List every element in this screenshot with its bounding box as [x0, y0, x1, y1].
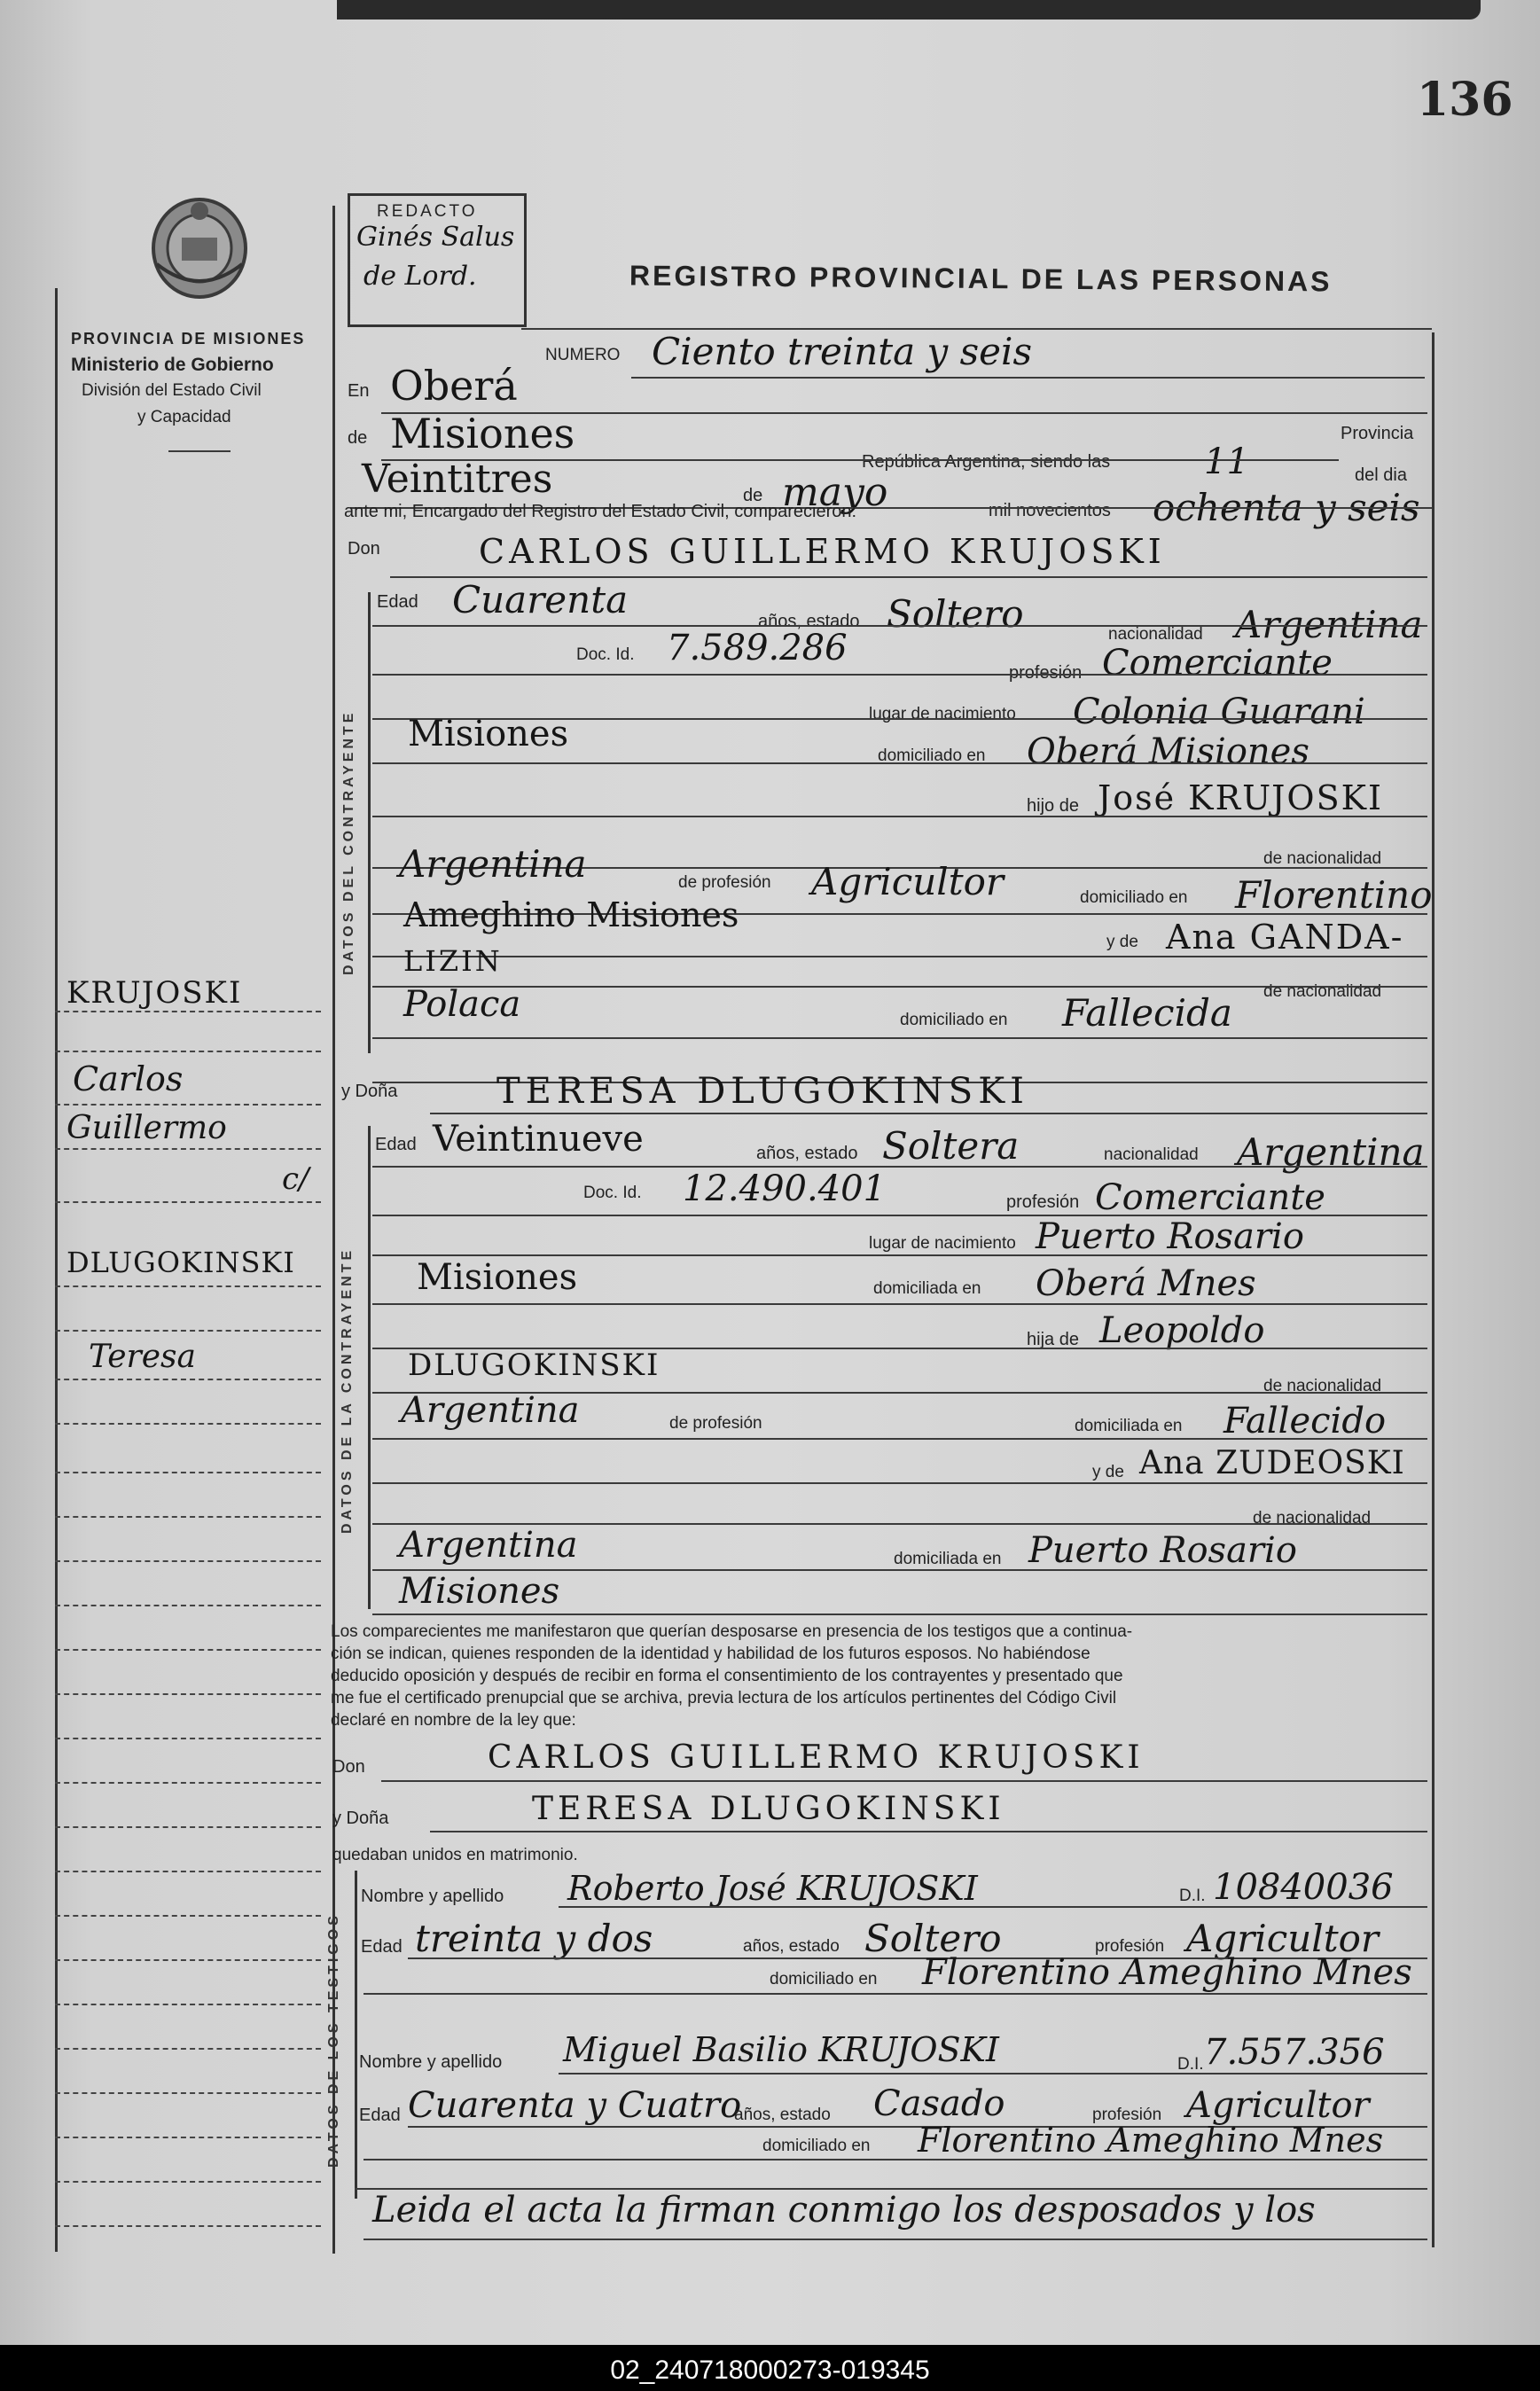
- bride-mother-nationality: Argentina: [399, 1525, 578, 1566]
- w1-nombre-line: [559, 1906, 1427, 1908]
- decl-don-label: Don: [332, 1757, 365, 1777]
- w1-profession: Agricultor: [1186, 1917, 1379, 1960]
- margin-line: [55, 2225, 321, 2227]
- bride-side-label: DATOS DE LA CONTRAYENTE: [340, 1246, 355, 1534]
- final-line: [364, 2239, 1427, 2240]
- margin-line: [55, 1649, 321, 1651]
- domiciliado-en-label: domiciliado en: [1080, 888, 1188, 907]
- margin-line: [55, 1738, 321, 1739]
- w1-anos-label: años, estado: [743, 1937, 840, 1956]
- declaration-line-4: me fue el certificado prenupcial que se archiva, previa lectura de los artículos pertinentes del Código Civil: [331, 1689, 1117, 1707]
- w1-address: Florentino Ameghino Mnes: [922, 1952, 1412, 1993]
- lugar-label: lugar de nacimiento: [869, 705, 1016, 723]
- domicilio-line: [372, 762, 1427, 764]
- mother-dom-label: domiciliado en: [900, 1011, 1008, 1029]
- margin-line: [55, 1472, 321, 1473]
- y-de-label: y de: [1106, 933, 1138, 951]
- province-value: Misiones: [390, 410, 575, 457]
- margin-surname-1: KRUJOSKI: [66, 975, 243, 1011]
- dona-label: y Doña: [341, 1082, 398, 1101]
- decl-don-line: [381, 1780, 1427, 1782]
- bride-mother-address: Puerto Rosario: [1028, 1530, 1297, 1571]
- margin-line: [55, 2004, 321, 2005]
- bride-birthplace-province: Misiones: [417, 1257, 578, 1298]
- de-profesion-label: de profesión: [678, 873, 771, 892]
- groom-mother-1: Ana GANDA-: [1166, 918, 1404, 957]
- de-nacionalidad-label: de nacionalidad: [1263, 849, 1382, 868]
- margin-line: [55, 1516, 321, 1518]
- bride-de-nacionalidad-label: de nacionalidad: [1263, 1377, 1382, 1395]
- don-label: Don: [348, 539, 380, 559]
- bride-lugar-label: lugar de nacimiento: [869, 1234, 1016, 1253]
- bride-age: Veintinueve: [433, 1119, 644, 1160]
- w1-dom-line: [364, 1993, 1427, 1995]
- w2-di-label: D.I.: [1177, 2055, 1204, 2074]
- bride-doc-number: 12.490.401: [683, 1168, 887, 1209]
- document-title: REGISTRO PROVINCIAL DE LAS PERSONAS: [629, 259, 1333, 298]
- w2-nombre-label: Nombre y apellido: [359, 2052, 503, 2072]
- groom-birthplace-province: Misiones: [408, 714, 569, 754]
- w1-dom-label: domiciliado en: [770, 1970, 878, 1989]
- city-value: Oberá: [390, 362, 518, 410]
- w1-di-label: D.I.: [1179, 1887, 1206, 1905]
- anos-label: años, estado: [758, 612, 860, 631]
- republica-text: República Argentina, siendo las: [862, 452, 1111, 472]
- bride-de-nacionalidad-label-2: de nacionalidad: [1253, 1509, 1372, 1528]
- mother-dom-line: [372, 1037, 1427, 1039]
- bride-mother-address-2: Misiones: [399, 1571, 560, 1612]
- bride-civil-status: Soltera: [882, 1124, 1020, 1168]
- margin-given-1a: Carlos: [73, 1059, 184, 1098]
- declaration-line-5: declaré en nombre de la ley que:: [331, 1711, 576, 1730]
- provincia-label: Provincia: [1341, 424, 1414, 443]
- bride-domicilio-label: domiciliada en: [873, 1279, 981, 1298]
- mother-line: [372, 956, 1427, 957]
- hijo-label: hijo de: [1027, 796, 1079, 816]
- bride-father-1: Leopoldo: [1099, 1310, 1265, 1351]
- groom-birthplace: Colonia Guarani: [1073, 692, 1365, 732]
- binding-edge: [337, 0, 1481, 20]
- doc-label: Doc. Id.: [576, 645, 635, 664]
- page-number: 136: [1417, 73, 1513, 127]
- bride-doc-label: Doc. Id.: [583, 1184, 642, 1202]
- groom-doc-number: 7.589.286: [667, 628, 848, 668]
- ante-text: ante mi, Encargado del Registro del Estado Civil, comparecieron:: [344, 502, 857, 521]
- margin-line: [55, 1826, 321, 1828]
- de-label: de: [348, 428, 368, 448]
- hija-label: hija de: [1027, 1330, 1079, 1349]
- witness-side-label: DATOS DE LOS TESTIGOS: [326, 1912, 341, 2168]
- margin-line: [55, 1051, 321, 1052]
- ministry-label: Ministerio de Gobierno: [71, 355, 274, 375]
- nacionalidad-label: nacionalidad: [1108, 625, 1203, 644]
- edad-label: Edad: [377, 592, 418, 612]
- margin-given-2: Teresa: [89, 1339, 196, 1375]
- decl-bride-name: TERESA DLUGOKINSKI: [532, 1791, 1005, 1827]
- bride-edad-line: [372, 1166, 1427, 1168]
- groom-nationality: Argentina: [1235, 603, 1423, 646]
- main-frame-right: [1432, 332, 1434, 2247]
- bride-lugar-line: [372, 1254, 1427, 1256]
- en-label: En: [348, 381, 370, 401]
- w2-address: Florentino Ameghino Mnes: [918, 2121, 1384, 2160]
- margin-line: [55, 1330, 321, 1332]
- margin-line: [55, 1871, 321, 1872]
- margin-line: [55, 1201, 321, 1203]
- closing-statement: Leida el acta la firman conmigo los desposados y los: [372, 2190, 1316, 2231]
- groom-civil-status: Soltero: [887, 592, 1024, 636]
- decl-dona-label: y Doña: [332, 1809, 389, 1828]
- decl-groom-name: CARLOS GUILLERMO KRUJOSKI: [488, 1739, 1145, 1776]
- decl-dona-line: [430, 1831, 1427, 1832]
- groom-full-name: CARLOS GUILLERMO KRUJOSKI: [479, 532, 1166, 571]
- province-label: PROVINCIA DE MISIONES: [71, 330, 306, 348]
- numero-line: [631, 377, 1425, 379]
- margin-surname-2: DLUGOKINSKI: [66, 1246, 295, 1279]
- margin-line: [55, 1011, 321, 1012]
- numero-label: NUMERO: [545, 346, 621, 364]
- groom-father-address-2: Ameghino Misiones: [403, 895, 739, 934]
- bride-y-de-label: y de: [1092, 1463, 1124, 1481]
- division-label: División del Estado Civil: [82, 381, 262, 400]
- w2-edad-label: Edad: [359, 2106, 401, 2125]
- footer-bar: [0, 2345, 1540, 2391]
- division-underline: [168, 450, 231, 452]
- del-dia-label: del dia: [1355, 465, 1407, 485]
- decl-closing: quedaban unidos en matrimonio.: [332, 1846, 578, 1864]
- margin-line: [55, 1148, 321, 1150]
- doc-line: [372, 674, 1427, 676]
- w2-civil-status: Casado: [873, 2083, 1005, 2124]
- bride-father-prof-line: [372, 1438, 1427, 1440]
- groom-mother-address: Fallecida: [1062, 991, 1232, 1035]
- w2-anos-label: años, estado: [734, 2106, 831, 2124]
- w1-nombre-label: Nombre y apellido: [361, 1887, 504, 1906]
- bride-full-name: TERESA DLUGOKINSKI: [496, 1071, 1029, 1112]
- bride-anos-label: años, estado: [756, 1144, 858, 1163]
- bride-profesion-label: profesión: [1006, 1192, 1080, 1212]
- w1-civil-status: Soltero: [864, 1917, 1002, 1960]
- margin-line: [55, 2048, 321, 2050]
- margin-line: [55, 1782, 321, 1784]
- declaration-line-3: deducido oposición y después de recibir en forma el consentimiento de los contrayentes y presentado que: [331, 1667, 1123, 1685]
- redacto-signature-2: de Lord.: [364, 261, 477, 292]
- de-label-2: de: [743, 486, 763, 505]
- bride-nacionalidad-label: nacionalidad: [1104, 1145, 1199, 1164]
- groom-mother-nationality: Polaca: [403, 984, 521, 1025]
- margin-line: [55, 2137, 321, 2138]
- margin-line: [55, 1605, 321, 1606]
- w1-di: 10840036: [1213, 1867, 1394, 1908]
- witness-section-rule: [355, 1871, 357, 2199]
- profesion-label: profesión: [1009, 663, 1083, 683]
- margin-line: [55, 1560, 321, 1562]
- mil-label: mil novecientos: [989, 501, 1111, 520]
- margin-line: [55, 1693, 321, 1695]
- de-nacionalidad-label-2: de nacionalidad: [1263, 982, 1382, 1001]
- groom-father-nationality: Argentina: [399, 842, 587, 886]
- bride-address: Oberá Mnes: [1036, 1263, 1256, 1304]
- margin-line: [55, 1959, 321, 1961]
- groom-section-rule: [368, 592, 371, 1053]
- bride-mother-line: [372, 1482, 1427, 1484]
- groom-profession: Comerciante: [1102, 643, 1333, 684]
- w2-prof-label: profesión: [1092, 2106, 1162, 2124]
- groom-father-profession: Agricultor: [811, 860, 1004, 903]
- w1-name: Roberto José KRUJOSKI: [567, 1869, 978, 1908]
- margin-given-1b: Guillermo: [66, 1110, 227, 1146]
- bride-de-profesion-label: de profesión: [669, 1414, 762, 1433]
- month-value: mayo: [782, 470, 888, 515]
- bride-father-2: DLUGOKINSKI: [408, 1348, 661, 1383]
- w2-profession: Agricultor: [1186, 2085, 1370, 2126]
- w2-age: Cuarenta y Cuatro: [408, 2085, 742, 2126]
- bride-domiciliada-label: domiciliada en: [1075, 1417, 1183, 1435]
- declaration-line-1: Los comparecientes me manifestaron que querían desposarse en presencia de los testigos que a continua-: [331, 1622, 1133, 1641]
- bride-birthplace: Puerto Rosario: [1036, 1216, 1304, 1257]
- numero-value: Ciento treinta y seis: [652, 330, 1033, 373]
- groom-mother-2: LIZIN: [403, 944, 503, 978]
- bride-father-address: Fallecido: [1223, 1401, 1387, 1442]
- bride-mother: Ana ZUDEOSKI: [1139, 1445, 1405, 1481]
- redacto-signature: Ginés Salus: [356, 222, 515, 253]
- province-seal-icon: [146, 193, 253, 300]
- groom-age: Cuarenta: [452, 578, 629, 621]
- year-value: ochenta y seis: [1153, 486, 1420, 529]
- domicilio-label: domiciliado en: [878, 746, 986, 765]
- bride-profession: Comerciante: [1095, 1177, 1325, 1218]
- w2-dom-line: [364, 2159, 1427, 2160]
- dona-line: [430, 1113, 1427, 1114]
- bride-end-line: [372, 1614, 1427, 1615]
- margin-line: [55, 1379, 321, 1380]
- w2-name: Miguel Basilio KRUJOSKI: [563, 2030, 999, 2069]
- margin-line: [55, 1915, 321, 1917]
- bride-mother-dom-label: domiciliada en: [894, 1550, 1002, 1568]
- left-margin-rule: [55, 288, 58, 2252]
- w1-prof-label: profesión: [1095, 1937, 1165, 1956]
- margin-line: [55, 2092, 321, 2094]
- footer-code: 02_240718000273-019345: [610, 2356, 930, 2385]
- hour-value: 11: [1204, 441, 1249, 482]
- groom-side-label: DATOS DEL CONTRAYENTE: [341, 709, 356, 975]
- declaration-line-2: ción se indican, quienes responden de la identidad y habilidad de los futuros esposos. No habiéndose: [331, 1645, 1091, 1663]
- mother-nac-line: [372, 986, 1427, 988]
- margin-conj: c/: [282, 1161, 309, 1197]
- bride-nationality: Argentina: [1237, 1130, 1425, 1174]
- division-label-2: y Capacidad: [137, 408, 231, 426]
- bride-edad-label: Edad: [375, 1135, 417, 1154]
- bride-domicilio-line: [372, 1303, 1427, 1305]
- margin-line: [55, 1104, 321, 1106]
- redacto-label: REDACTO: [377, 202, 478, 221]
- hijo-line: [372, 816, 1427, 817]
- w2-di: 7.557.356: [1204, 2032, 1385, 2073]
- bride-father-nationality: Argentina: [401, 1390, 580, 1431]
- groom-father: José KRUJOSKI: [1098, 778, 1384, 817]
- w2-dom-label: domiciliado en: [762, 2137, 871, 2155]
- w2-nombre-line: [559, 2073, 1427, 2075]
- day-value: Veintitres: [362, 457, 553, 502]
- bride-section-rule: [368, 1126, 371, 1609]
- margin-line: [55, 2181, 321, 2183]
- groom-father-address-1: Florentino: [1235, 873, 1433, 917]
- w1-age: treinta y dos: [415, 1917, 653, 1960]
- margin-line: [55, 1285, 321, 1287]
- edad-line: [372, 625, 1427, 627]
- groom-address: Oberá Misiones: [1027, 731, 1309, 772]
- w1-edad-label: Edad: [361, 1937, 403, 1957]
- margin-line: [55, 1423, 321, 1425]
